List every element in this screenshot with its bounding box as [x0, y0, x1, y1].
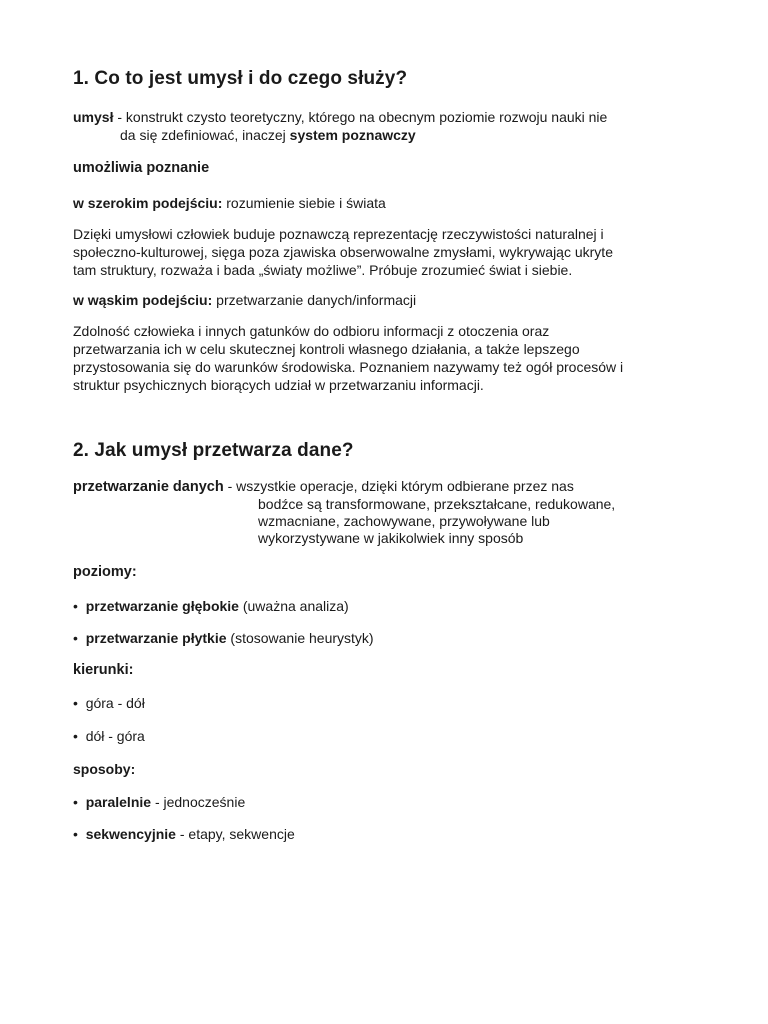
bullet-icon: •	[73, 695, 78, 711]
list-item	[73, 630, 374, 647]
list-item	[73, 794, 245, 811]
bullet-icon: •	[73, 794, 78, 810]
list-item	[73, 695, 145, 712]
modes-heading	[73, 761, 135, 778]
directions-colon: :	[128, 662, 134, 678]
section1-heading: 1. Co to jest umysł i do czego służy?	[73, 68, 408, 89]
processing-definition-line2: bodźce są transformowane, przekształcane, redukowane,	[258, 496, 616, 512]
narrow-paragraph	[73, 322, 713, 394]
paragraph-line: tam struktury, rozważa i bada „światy możliwe”. Próbuje zrozumieć świat i siebie.	[73, 262, 573, 278]
mode-desc: - jednocześnie	[151, 794, 246, 810]
processing-term: przetwarzanie danych	[73, 479, 224, 495]
directions-title: kierunki	[73, 662, 129, 678]
mode-term: sekwencyjnie	[85, 826, 176, 842]
paragraph-line: przystosowania się do warunków środowiska. Poznaniem nazywamy też ogół procesów i	[73, 359, 624, 375]
direction-text: góra - dół	[85, 695, 145, 711]
levels-heading	[73, 564, 137, 580]
definition-umysl-line2	[120, 127, 416, 144]
narrow-term: w wąskim podejściu:	[73, 292, 213, 308]
modes-colon: :	[130, 761, 136, 777]
list-item	[73, 728, 145, 745]
section2-heading: 2. Jak umysł przetwarza dane?	[73, 440, 354, 461]
broad-approach-line	[73, 195, 386, 212]
paragraph-line: przetwarzania ich w celu skutecznej kontroli własnego działania, a także lepszego	[73, 341, 580, 357]
paragraph-line: Zdolność człowieka i innych gatunków do odbioru informacji z otoczenia oraz	[73, 323, 550, 339]
mode-desc: - etapy, sekwencje	[175, 826, 295, 842]
broad-text: rozumienie siebie i świata	[222, 195, 386, 211]
level-desc: (stosowanie heurystyk)	[226, 630, 374, 646]
mode-term: paralelnie	[85, 794, 152, 810]
levels-colon: :	[131, 564, 137, 580]
narrow-text: przetwarzanie danych/informacji	[212, 292, 417, 308]
broad-paragraph	[73, 225, 713, 279]
definition-umysl-line1	[73, 109, 607, 126]
processing-definition-line3: wzmacniane, zachowywane, przywoływane lub	[258, 513, 550, 529]
narrow-approach-line	[73, 292, 416, 309]
paragraph-line: struktur psychicznych biorących udział w przetwarzaniu informacji.	[73, 377, 484, 393]
level-term: przetwarzanie głębokie	[85, 598, 239, 614]
level-desc: (uważna analiza)	[238, 598, 349, 614]
definition-text: da się zdefiniować, inaczej	[120, 127, 290, 143]
bullet-icon: •	[73, 826, 78, 842]
level-term: przetwarzanie płytkie	[85, 630, 227, 646]
definition-bold: system poznawczy	[289, 127, 416, 143]
paragraph-line: społeczno-kulturowej, sięga poza zjawiska obserwowalne zmysłami, wykrywając ukryte	[73, 244, 613, 260]
processing-text: - wszystkie operacje, dzięki którym odbierane przez nas	[223, 478, 574, 494]
definition-term: umysł	[73, 109, 114, 125]
bullet-icon: •	[73, 598, 78, 614]
bullet-icon: •	[73, 630, 78, 646]
enables-heading: umożliwia poznanie	[73, 160, 210, 176]
levels-title: poziomy	[73, 564, 132, 580]
directions-heading	[73, 662, 133, 678]
paragraph-line: Dzięki umysłowi człowiek buduje poznawczą reprezentację rzeczywistości naturalnej i	[73, 226, 604, 242]
broad-term: w szerokim podejściu:	[73, 195, 223, 211]
definition-text: - konstrukt czysto teoretyczny, którego na obecnym poziomie rozwoju nauki nie	[113, 109, 608, 125]
processing-definition-line4: wykorzystywane w jakikolwiek inny sposób	[258, 530, 524, 546]
modes-title: sposoby	[73, 761, 131, 777]
list-item	[73, 598, 349, 615]
direction-text: dół - góra	[85, 728, 145, 744]
bullet-icon: •	[73, 728, 78, 744]
list-item	[73, 826, 295, 843]
processing-definition-line1	[73, 478, 574, 496]
